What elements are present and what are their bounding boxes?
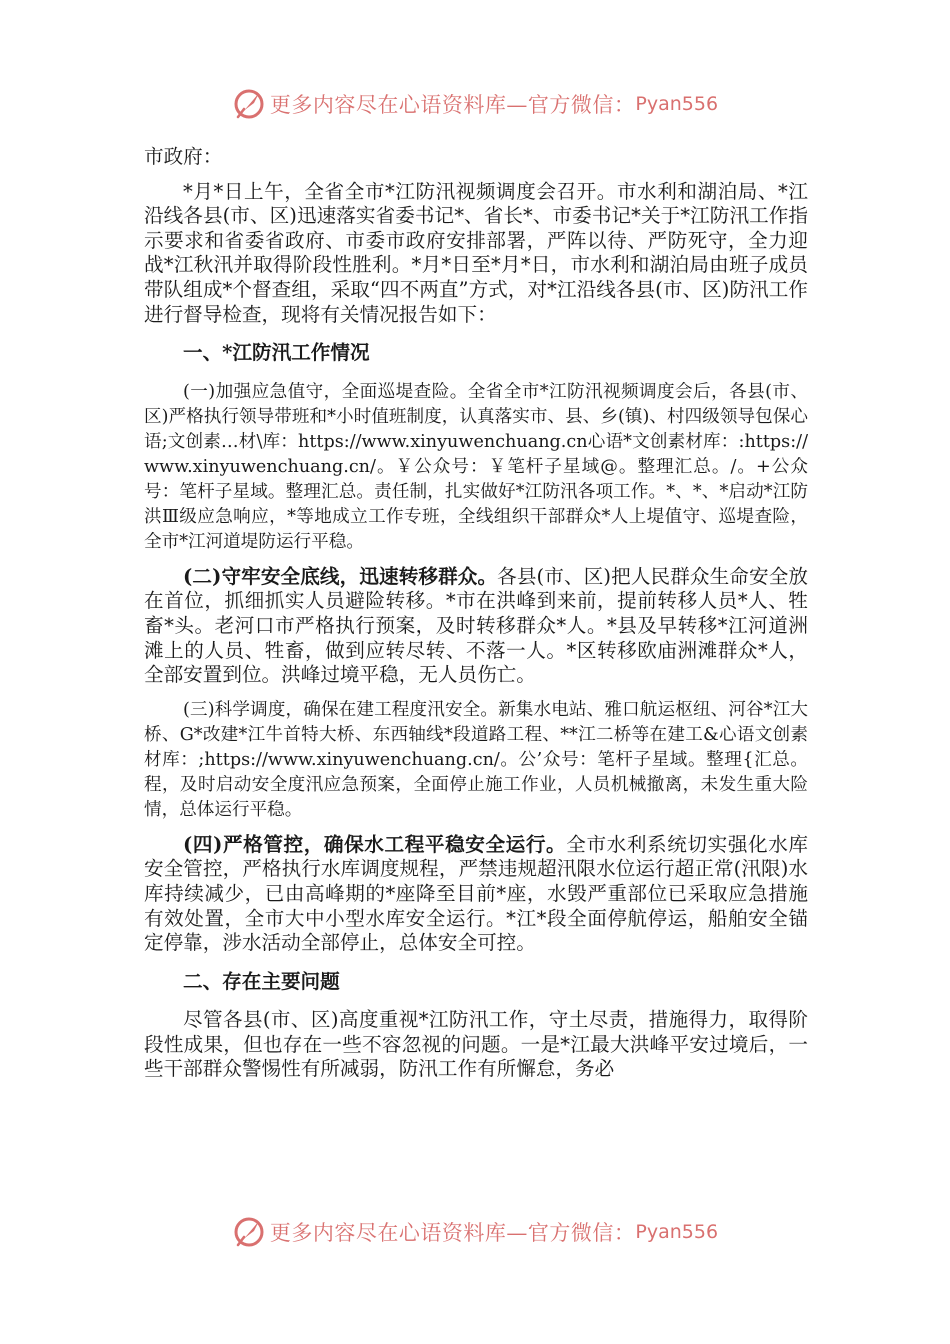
banner-text: 更多内容尽在心语资料库—官方微信： [269, 1221, 636, 1245]
section-2-paragraph: 尽管各县(市、区)高度重视*江防汛工作，守土尽责，措施得力，取得阶段性成果，但也存在一些不容忽视的问题。一是*江最大洪峰平安过境后，一些干部群众警惕性有所减弱，防汛工作有所懈怠，务必 [144, 1008, 808, 1081]
intro-paragraph: *月*日上午，全省全市*江防汛视频调度会召开。市水利和湖泊局、*江沿线各县(市、区)迅速落实省委书记*、省长*、市委书记*关于*江防汛工作指示要求和省委省政府、市委市政府安排部署，严阵以待、严防死守，全力迎战*江秋汛并取得阶段性胜利。*月*日至*月*日，市水利和湖泊局由班子成员带队组成*个督查组，采取“四不两直”方式，对*江沿线各县(市、区)防汛工作进行督导检查，现将有关情况报告如下： [144, 179, 808, 326]
item-3-paragraph: (三)科学调度，确保在建工程度汛安全。新集水电站、雅口航运枢纽、河谷*江大桥、G*改建*江牛首特大桥、东西轴线*段道路工程、**江二桥等在建工&心语文创素材库：;https://www.xinyuwenchuang.cn/。公’众号：笔杆子星域。整理{汇总。程，及时启动安全度汛应急预案，全面停止施工作业，人员机械撤离，未发生重大险情，总体运行平稳。 [144, 699, 808, 820]
banner-wechat-id: Pyan556 [635, 1221, 719, 1243]
item-4-body: 全市水利系统切实强化水库安全管控，严格执行水库调度规程，严禁违规超汛限水位运行超正常(汛限)水库持续减少，已由高峰期的*座降至目前*座，水毁严重部位已采取应急措施有效处置，全市大中小型水库安全运行。*江*段全面停航停运，船舶安全锚定停靠，涉水活动全部停止，总体安全可控。 [144, 832, 809, 955]
item-2-body: 各县(市、区)把人民群众生命安全放在首位，抓细抓实人员避险转移。*市在洪峰到来前，提前转移人员*人、牲畜*头。老河口市严格执行预案，及时转移群众*人。*县及早转移*江河道洲滩上的人员、牲畜，做到应转尽转、不落一人。*区转移欧庙洲滩群众*人，全部安置到位。洪峰过境平稳，无人员伤亡。 [144, 564, 808, 687]
footer-banner [0, 1212, 950, 1252]
item-2-title: (二)守牢安全底线，迅速转移群众。 [183, 564, 498, 588]
document-body [144, 145, 808, 1082]
item-1-paragraph: (一)加强应急值守，全面巡堤查险。全省全市*江防汛视频调度会后，各县(市、区)严格执行领导带班和*小时值班制度，认真落实市、县、乡(镇)、村四级领导包保心语;文创素…材\库：https://www.xinyuwenchuang.cn心语*文创素材库：:https://www.xinyuwenchuang.cn/。￥公众号：￥笔杆子星域@。整理汇总。/。+公众号：笔杆子星域。整理汇总。责任制，扎实做好*江防汛各项工作。*、*、*启动*江防洪Ⅲ级应急响应，*等地成立工作专班，全线组织干部群众*人上堤值守、巡堤查险，全市*江河道堤防运行平稳。 [144, 381, 808, 552]
addressee: 市政府： [144, 145, 223, 168]
quill-logo-icon [232, 87, 266, 121]
section-2-heading: 二、存在主要问题 [183, 969, 340, 993]
quill-logo-icon [232, 1215, 266, 1249]
header-banner [0, 84, 950, 124]
banner-text: 更多内容尽在心语资料库—官方微信： [269, 93, 636, 117]
item-2-paragraph [144, 565, 808, 688]
item-4-title: (四)严格管控，确保水工程平稳安全运行。 [183, 832, 567, 856]
item-4-paragraph [144, 833, 808, 956]
banner-wechat-id: Pyan556 [635, 93, 719, 115]
section-1-heading: 一、*江防汛工作情况 [183, 341, 370, 365]
